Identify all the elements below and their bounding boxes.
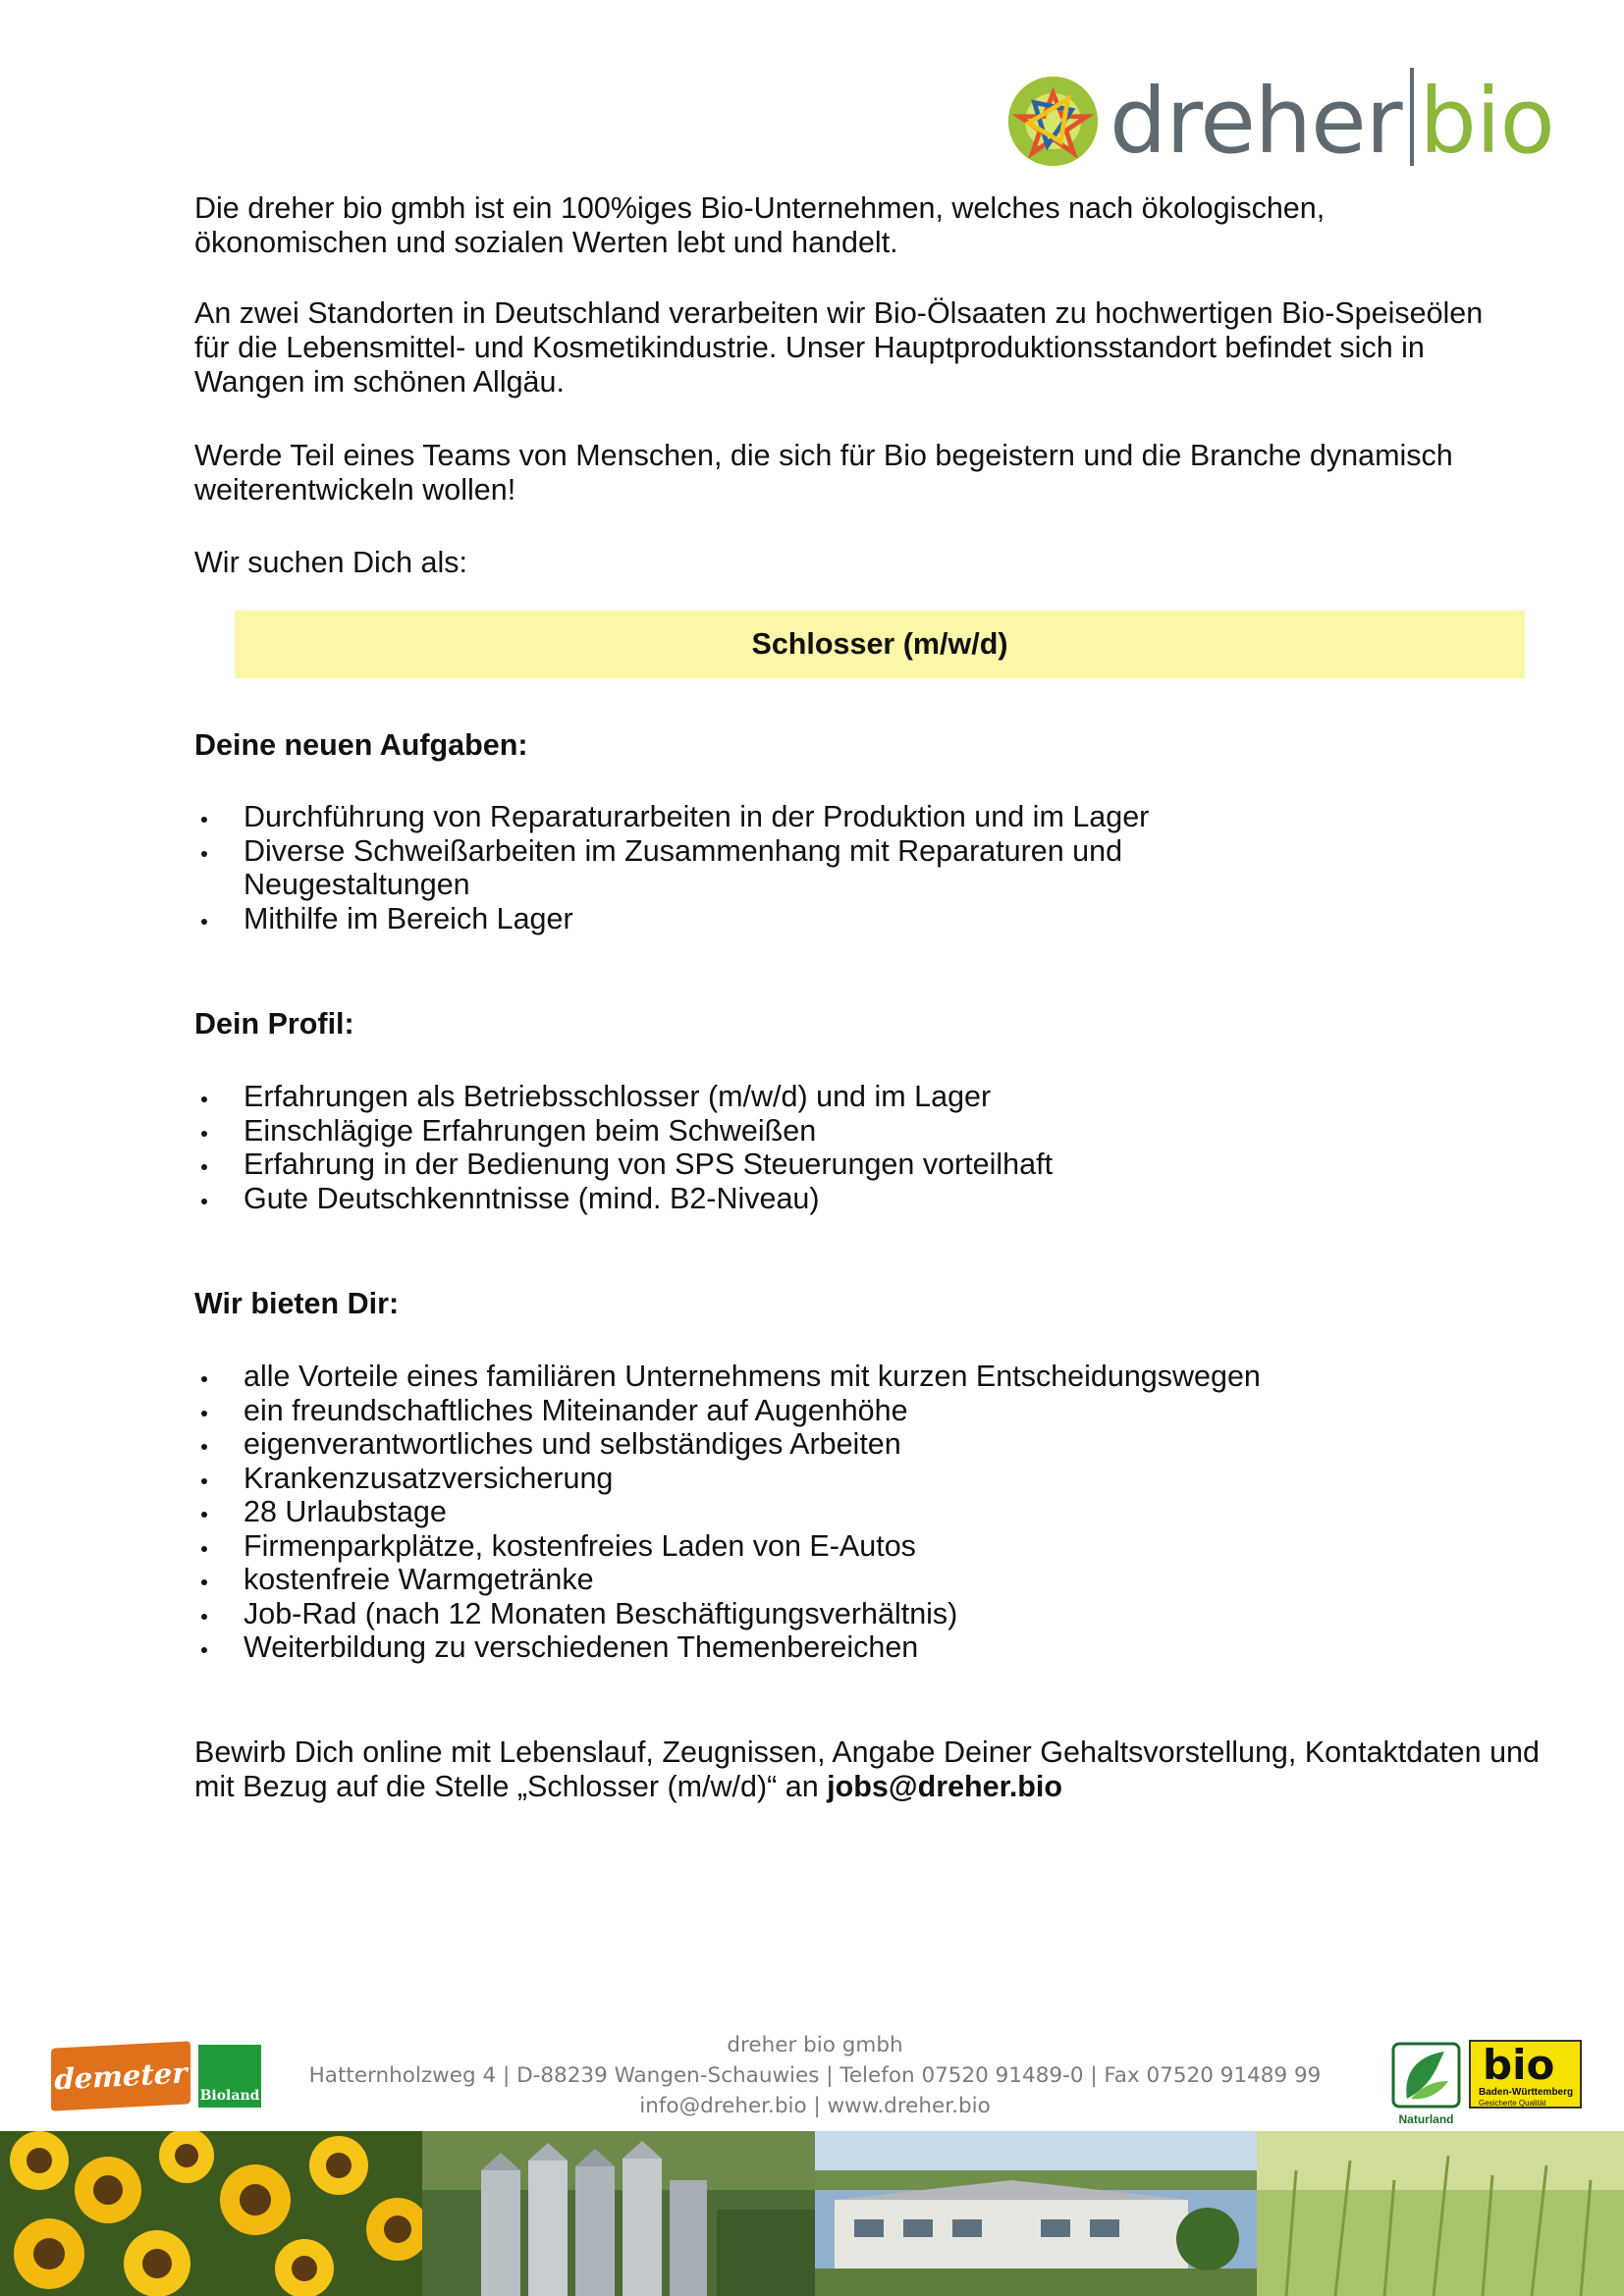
bio-bw-region-sub: Gesicherte Qualität — [1479, 2099, 1546, 2108]
job-title-banner — [235, 611, 1525, 678]
bioland-logo: Bioland — [198, 2045, 261, 2108]
list-item: Krankenzusatzversicherung — [194, 1462, 1471, 1496]
footer-photo-strip — [0, 2131, 1624, 2296]
logo-divider — [1410, 68, 1414, 166]
list-item: Erfahrungen als Betriebsschlosser (m/w/d) und im Lager — [194, 1080, 1471, 1114]
profile-list — [194, 1080, 1471, 1215]
intro-paragraph-1: Die dreher bio gmbh ist ein 100%iges Bio-Unternehmen, welches nach ökologischen, ökonomischen und sozialen Werten lebt und handelt. — [194, 191, 1326, 259]
tasks-heading: Deine neuen Aufgaben: — [194, 728, 528, 762]
list-item: Job-Rad (nach 12 Monaten Beschäftigungsverhältnis) — [194, 1597, 1471, 1631]
footer-address: Hatternholzweg 4 | D-88239 Wangen-Schauwies | Telefon 07520 91489-0 | Fax 07520 91489 99 — [308, 2063, 1322, 2088]
offer-heading: Wir bieten Dir: — [194, 1287, 400, 1320]
naturland-leaf-icon — [1389, 2042, 1463, 2110]
apply-text: Bewirb Dich online mit Lebenslauf, Zeugnissen, Angabe Deiner Gehaltsvorstellung, Kontaktdaten und mit Bezug auf die Stelle „Schlosser (m/w/d)“ an — [194, 1735, 1540, 1803]
offer-list — [194, 1360, 1471, 1665]
application-instructions — [194, 1735, 1549, 1804]
bio-bw-region — [1479, 2087, 1573, 2109]
grain-field-image — [1257, 2131, 1624, 2296]
list-item: Gute Deutschkenntnisse (mind. B2-Niveau) — [194, 1182, 1471, 1216]
silo-image — [422, 2131, 815, 2296]
intro-paragraph-3: Werde Teil eines Teams von Menschen, die sich für Bio begeistern und die Branche dynamisch weiterentwickeln wollen! — [194, 439, 1453, 507]
list-item: Diverse Schweißarbeiten im Zusammenhang mit Reparaturen und Neugestaltungen — [194, 834, 1324, 902]
intro-paragraph-2: An zwei Standorten in Deutschland verarbeiten wir Bio-Ölsaaten zu hochwertigen Bio-Speiseölen für die Lebensmittel- und Kosmetikindustrie. Unser Hauptproduktionsstandort befindet sich in Wangen im schönen Allgäu. — [194, 296, 1484, 399]
logo-wordmark — [1110, 63, 1554, 181]
company-building-image — [815, 2131, 1257, 2296]
footer-company: dreher bio gmbh — [727, 2033, 903, 2057]
footer-contact-info — [275, 2030, 1355, 2121]
job-title: Schlosser (m/w/d) — [751, 627, 1008, 661]
logo-word-bio: bio — [1419, 69, 1554, 174]
intro-paragraph-4: Wir suchen Dich als: — [194, 546, 467, 579]
profile-heading: Dein Profil: — [194, 1007, 354, 1041]
list-item: Durchführung von Reparaturarbeiten in der Produktion und im Lager — [194, 800, 1471, 834]
logo-emblem-icon — [1006, 75, 1100, 168]
list-item: Firmenparkplätze, kostenfreies Laden von E-Autos — [194, 1529, 1471, 1564]
footer-contact[interactable]: info@dreher.bio | www.dreher.bio — [639, 2094, 991, 2118]
list-item: Mithilfe im Bereich Lager — [194, 902, 1471, 936]
bio-bw-word: bio — [1483, 2041, 1555, 2089]
dreher-bio-logo — [1006, 69, 1556, 187]
list-item: Erfahrung in der Bedienung von SPS Steuerungen vorteilhaft — [194, 1148, 1471, 1182]
list-item: kostenfreie Warmgetränke — [194, 1563, 1471, 1597]
apply-email-link[interactable]: jobs@dreher.bio — [827, 1770, 1063, 1803]
bio-bw-region-name: Baden-Württemberg — [1479, 2087, 1574, 2098]
naturland-logo — [1389, 2042, 1463, 2126]
tasks-list — [194, 800, 1471, 935]
list-item: eigenverantwortliches und selbständiges Arbeiten — [194, 1427, 1471, 1462]
sunflower-field-image — [0, 2131, 422, 2296]
bio-baden-wuerttemberg-logo — [1469, 2040, 1582, 2109]
list-item: ein freundschaftliches Miteinander auf Augenhöhe — [194, 1394, 1471, 1428]
logo-word-dreher: dreher — [1110, 69, 1402, 174]
list-item: Einschlägige Erfahrungen beim Schweißen — [194, 1114, 1471, 1148]
list-item: Weiterbildung zu verschiedenen Themenbereichen — [194, 1630, 1471, 1665]
list-item: 28 Urlaubstage — [194, 1495, 1471, 1529]
naturland-label: Naturland — [1398, 2112, 1454, 2126]
list-item: alle Vorteile eines familiären Unternehmens mit kurzen Entscheidungswegen — [194, 1360, 1471, 1394]
demeter-logo: demeter — [51, 2041, 190, 2110]
